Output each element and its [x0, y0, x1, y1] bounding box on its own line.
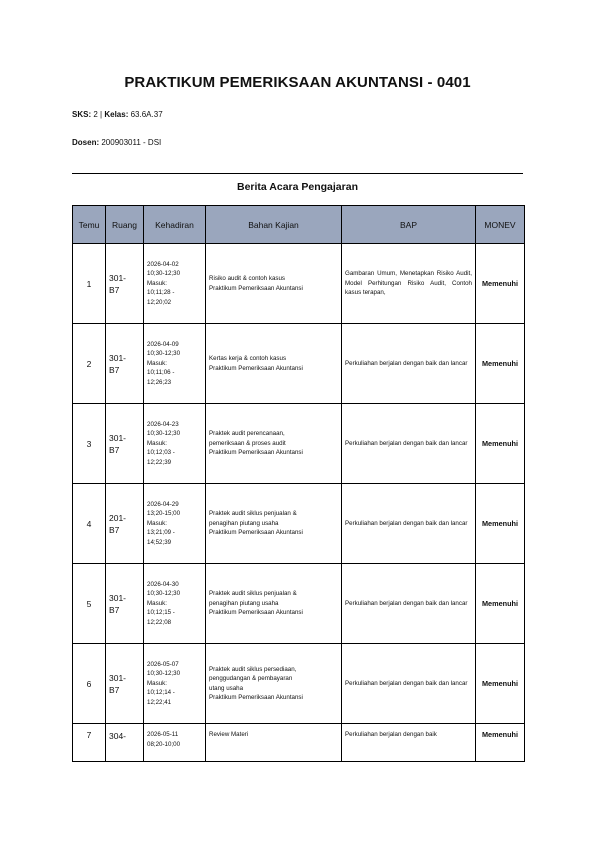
bahan-line: penagihan piutang usaha [209, 599, 279, 607]
kehadiran-line: 2026-05-07 [147, 660, 179, 668]
table-row [73, 724, 525, 762]
temu-cell: 2 [73, 324, 106, 404]
ruang-cell [106, 404, 144, 484]
bap-cell: Perkuliahan berjalan dengan baik dan lancar [342, 404, 476, 484]
monev-status: Memenuhi [476, 724, 525, 762]
kehadiran-line: 2026-04-09 [147, 340, 179, 348]
bahan-kajian-cell [206, 404, 342, 484]
table-row [73, 644, 525, 724]
kehadiran-line: Masuk: [147, 599, 167, 607]
bahan-kajian-cell [206, 724, 342, 762]
temu-cell: 4 [73, 484, 106, 564]
temu-cell: 3 [73, 404, 106, 484]
kelas-label: Kelas: [104, 110, 129, 119]
bahan-line: Praktikum Pemeriksaan Akuntansi [209, 609, 303, 617]
bap-cell: Perkuliahan berjalan dengan baik dan lancar [342, 324, 476, 404]
table-header-row [73, 206, 525, 244]
kehadiran-cell [144, 724, 206, 762]
kehadiran-cell [144, 564, 206, 644]
ruang-line: B7 [109, 364, 120, 375]
course-title: PRAKTIKUM PEMERIKSAAN AKUNTANSI - 0401 [124, 74, 471, 91]
kehadiran-line: 13;20-15;00 [147, 510, 181, 518]
kehadiran-line: 12;22;08 [147, 618, 172, 626]
kehadiran-line: 12;22;39 [147, 458, 172, 466]
sks-label: SKS: [72, 110, 92, 119]
bahan-line: penggudangan & pembayaran [209, 675, 293, 682]
bahan-line: Praktikum Pemeriksaan Akuntansi [209, 284, 303, 292]
kehadiran-line: 10;30-12;30 [147, 350, 181, 358]
monev-status: Memenuhi [476, 244, 525, 324]
monev-status: Memenuhi [476, 484, 525, 564]
teaching-report-table [72, 205, 525, 762]
header-kehadiran: Kehadiran [144, 206, 206, 244]
kehadiran-line: 10;30-12;30 [147, 590, 181, 598]
kehadiran-line: 10;12;15 - [147, 609, 175, 617]
bahan-line: Praktikum Pemeriksaan Akuntansi [209, 364, 303, 372]
lecturer-line [72, 138, 161, 147]
monev-status: Memenuhi [476, 404, 525, 484]
bap-cell: Perkuliahan berjalan dengan baik dan lancar [342, 564, 476, 644]
table-row [73, 244, 525, 324]
ruang-line: 301- [109, 672, 127, 683]
kehadiran-line: 2026-05-11 [147, 731, 179, 738]
bahan-line: Review Materi [209, 731, 249, 738]
header-ruang: Ruang [106, 206, 144, 244]
bahan-line: penagihan piutang usaha [209, 519, 279, 527]
table-row [73, 564, 525, 644]
divider [72, 173, 523, 174]
ruang-cell [106, 324, 144, 404]
header-bahan-kajian: Bahan Kajian [206, 206, 342, 244]
bahan-line: Praktek audit siklus penjualan & [209, 590, 297, 598]
bap-cell: Perkuliahan berjalan dengan baik dan lancar [342, 644, 476, 724]
kehadiran-cell [144, 644, 206, 724]
kehadiran-cell [144, 404, 206, 484]
temu-cell: 6 [73, 644, 106, 724]
monev-status: Memenuhi [476, 644, 525, 724]
ruang-line: B7 [109, 684, 120, 695]
kehadiran-line: 10;12;14 - [147, 689, 175, 697]
kehadiran-line: 10;30-12;30 [147, 270, 181, 278]
kehadiran-line: 12;22;41 [147, 698, 172, 706]
bahan-line: Praktikum Pemeriksaan Akuntansi [209, 694, 303, 701]
ruang-cell [106, 564, 144, 644]
section-title: Berita Acara Pengajaran [236, 181, 358, 193]
temu-cell: 5 [73, 564, 106, 644]
kehadiran-line: 14;52;39 [147, 538, 172, 546]
bahan-line: Kertas kerja & contoh kasus [209, 355, 287, 362]
bap-cell: Perkuliahan berjalan dengan baik dan lancar [342, 484, 476, 564]
header-temu: Temu [73, 206, 106, 244]
ruang-line: 304- [109, 731, 127, 741]
table-row [73, 324, 525, 404]
temu-cell: 7 [73, 724, 106, 762]
bahan-kajian-cell [206, 644, 342, 724]
ruang-line: B7 [109, 284, 120, 295]
kehadiran-line: 13;21;09 - [147, 529, 175, 537]
ruang-line: 301- [109, 272, 127, 283]
table-row [73, 484, 525, 564]
bahan-line: Praktikum Pemeriksaan Akuntansi [209, 449, 303, 457]
bap-cell: Gambaran Umum, Menetapkan Risiko Audit, Model Perhitungan Risiko Audit, Contoh kasus terapan, [342, 244, 476, 324]
bahan-line: pemeriksaan & proses audit [209, 439, 286, 447]
ruang-line: 301- [109, 592, 127, 603]
kehadiran-line: 10;30-12;30 [147, 670, 181, 678]
ruang-line: B7 [109, 524, 120, 535]
kehadiran-line: 2026-04-29 [147, 500, 179, 508]
ruang-line: 301- [109, 432, 127, 443]
course-meta-line [72, 110, 163, 119]
monev-status: Memenuhi [476, 564, 525, 644]
bahan-line: Praktikum Pemeriksaan Akuntansi [209, 529, 303, 537]
temu-cell: 1 [73, 244, 106, 324]
bahan-line: Praktek audit perencanaan, [209, 430, 285, 438]
meta-separator: | [100, 110, 103, 119]
kehadiran-line: Masuk: [147, 279, 167, 287]
bahan-line: Risiko audit & contoh kasus [209, 275, 286, 282]
kehadiran-line: Masuk: [147, 679, 167, 687]
kehadiran-line: 12;20;02 [147, 298, 172, 306]
kehadiran-line: 10;12;03 - [147, 449, 175, 457]
ruang-cell [106, 484, 144, 564]
header-monev: MONEV [476, 206, 525, 244]
ruang-cell [106, 244, 144, 324]
kehadiran-line: 2026-04-30 [147, 580, 179, 588]
sks-value: 2 [93, 110, 98, 119]
dosen-value: 200903011 - DSI [101, 138, 162, 147]
kehadiran-line: 2026-04-02 [147, 260, 179, 268]
kehadiran-line: Masuk: [147, 359, 167, 367]
kelas-value: 63.6A.37 [130, 110, 163, 119]
ruang-cell [106, 724, 144, 762]
kehadiran-line: 10;30-12;30 [147, 430, 181, 438]
dosen-label: Dosen: [72, 138, 100, 147]
kehadiran-line: 12;26;23 [147, 378, 172, 386]
kehadiran-line: 10;11;28 - [147, 289, 175, 297]
bap-cell: Perkuliahan berjalan dengan baik [342, 724, 476, 762]
bahan-kajian-cell [206, 244, 342, 324]
header-bap: BAP [342, 206, 476, 244]
kehadiran-line: 2026-04-23 [147, 420, 179, 428]
bahan-kajian-cell [206, 564, 342, 644]
ruang-line: 301- [109, 352, 127, 363]
bahan-line: utang usaha [209, 684, 244, 692]
kehadiran-line: Masuk: [147, 439, 167, 447]
kehadiran-cell [144, 324, 206, 404]
bahan-kajian-cell [206, 324, 342, 404]
monev-status: Memenuhi [476, 324, 525, 404]
kehadiran-line: 10;11;06 - [147, 369, 175, 377]
kehadiran-cell [144, 244, 206, 324]
kehadiran-line: Masuk: [147, 519, 167, 527]
kehadiran-cell [144, 484, 206, 564]
ruang-line: B7 [109, 444, 120, 455]
ruang-cell [106, 644, 144, 724]
table-row [73, 404, 525, 484]
ruang-line: B7 [109, 604, 120, 615]
bahan-line: Praktek audit siklus penjualan & [209, 510, 297, 518]
ruang-line: 201- [109, 512, 127, 523]
bahan-line: Praktek audit siklus persediaan, [209, 665, 297, 673]
kehadiran-line: 08;20-10;00 [147, 740, 181, 748]
bahan-kajian-cell [206, 484, 342, 564]
